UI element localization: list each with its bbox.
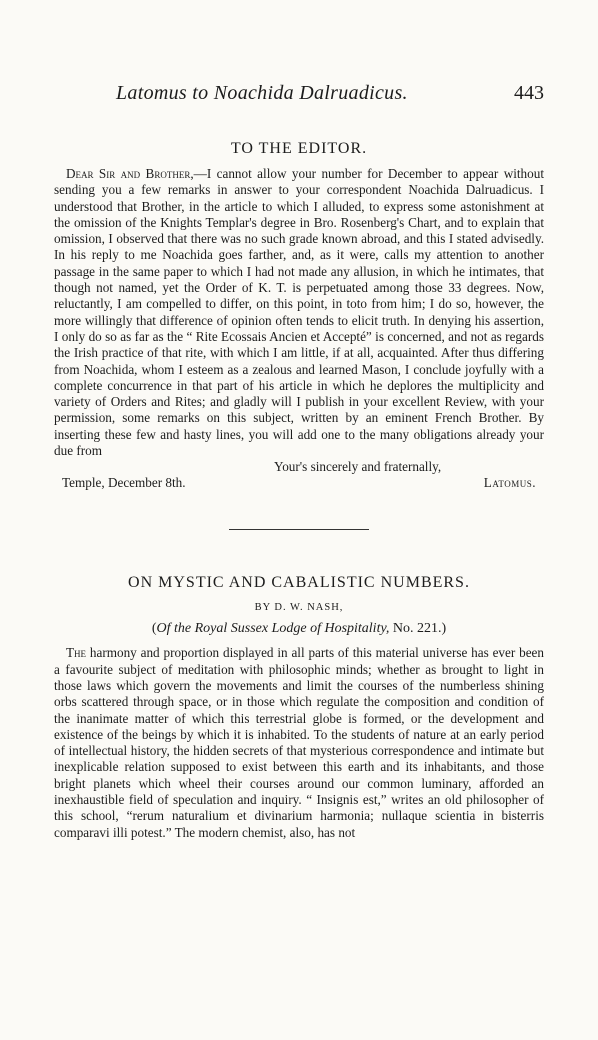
article-title: ON MYSTIC AND CABALISTIC NUMBERS.	[128, 574, 470, 592]
page	[54, 82, 544, 841]
letter-place-date: Temple, December 8th.	[62, 475, 186, 491]
article-body-text: harmony and proportion displayed in all parts of this material universe has ever been a favourite subject of meditation with philosophic minds; whether as brought to light in those laws which govern the movements and limit the courses of the numberless shining orbs scattered through space, or in those which regulate the composition and condition of the inanimate matter of which this terrestrial globe is formed, or the development and existence of the beings by which it is inhabited. To the students of nature at an early period of intellectual history, the hidden secrets of that mysterious correspondence and intimate but inexplicable relation supposed to exist between this earth and its inhabitants, and those bright planets which wheel their courses around our common luminary, afforded an inexhaustible field of speculation and inquiry. “ Insignis est,” writes an old philosopher of this school, “rerum naturalium et divinarium harmonia; nullaque scientia in bisterris comparavi illi potest.” The modern chemist, also, has not	[54, 645, 544, 840]
letter-closing: Your's sincerely and fraternally,	[274, 459, 442, 475]
running-head	[54, 82, 544, 112]
article-byline: BY D. W. NASH,	[254, 602, 344, 614]
running-head-title: Latomus to Noachida Dalruadicus.	[116, 82, 408, 104]
article-lodge	[54, 621, 544, 637]
letter-closing-block	[54, 459, 544, 493]
letter-heading: TO THE EDITOR.	[230, 140, 368, 157]
article-lead-in: The	[66, 645, 87, 661]
letter-body-text: —I cannot allow your number for December to appear without sending you a few remarks in answer to your correspondent Noachida Dalruadicus. I understood that Brother, in the article to which I alluded, to express some astonishment at the omission of the Knights Templar's degree in Bro. Rosenberg's Chart, and to explain that omission, I observed that there was no such grade known abroad, and this I stated advisedly. In his reply to me Noachida goes farther, and, as it were, calls my attention to another passage in the same paper to which I had not made any allusion, in which he intimates, that though not named, yet the Order of K. T. is perpetuated among those 33 degrees. Now, reluctantly, I am compelled to differ, on this point, in toto from him; I do so, however, the more willingly that difference of opinion often tends to elicit truth. In denying his assertion, I only do so as far as the “ Rite Ecossais Ancien et Accepté” is concerned, and not as regards the Irish practice of that rite, with which I am little, if at all, acquainted. After thus differing from Noachida, whom I esteem as a zealous and learned Mason, I conclude joyfully with a complete concurrence in that part of his article in which he deplores the multiplicity and variety of Orders and Rites; and gladly will I publish in your excellent Review, with your permission, some remarks on this subject, written by an eminent French Brother. By inserting these few and hasty lines, you will add one to the many obligations already your due from	[54, 166, 544, 459]
article-body	[54, 645, 544, 841]
letter-body	[54, 166, 544, 459]
page-number: 443	[514, 82, 544, 104]
letter-salutation: Dear Sir and Brother,	[66, 166, 194, 181]
lodge-name: Of the Royal Sussex Lodge of Hospitality,	[156, 621, 390, 637]
letter-signature: Latomus.	[483, 475, 536, 491]
lodge-number: No. 221.)	[389, 621, 447, 637]
lodge-open: (	[151, 621, 157, 637]
section-divider	[229, 529, 369, 530]
